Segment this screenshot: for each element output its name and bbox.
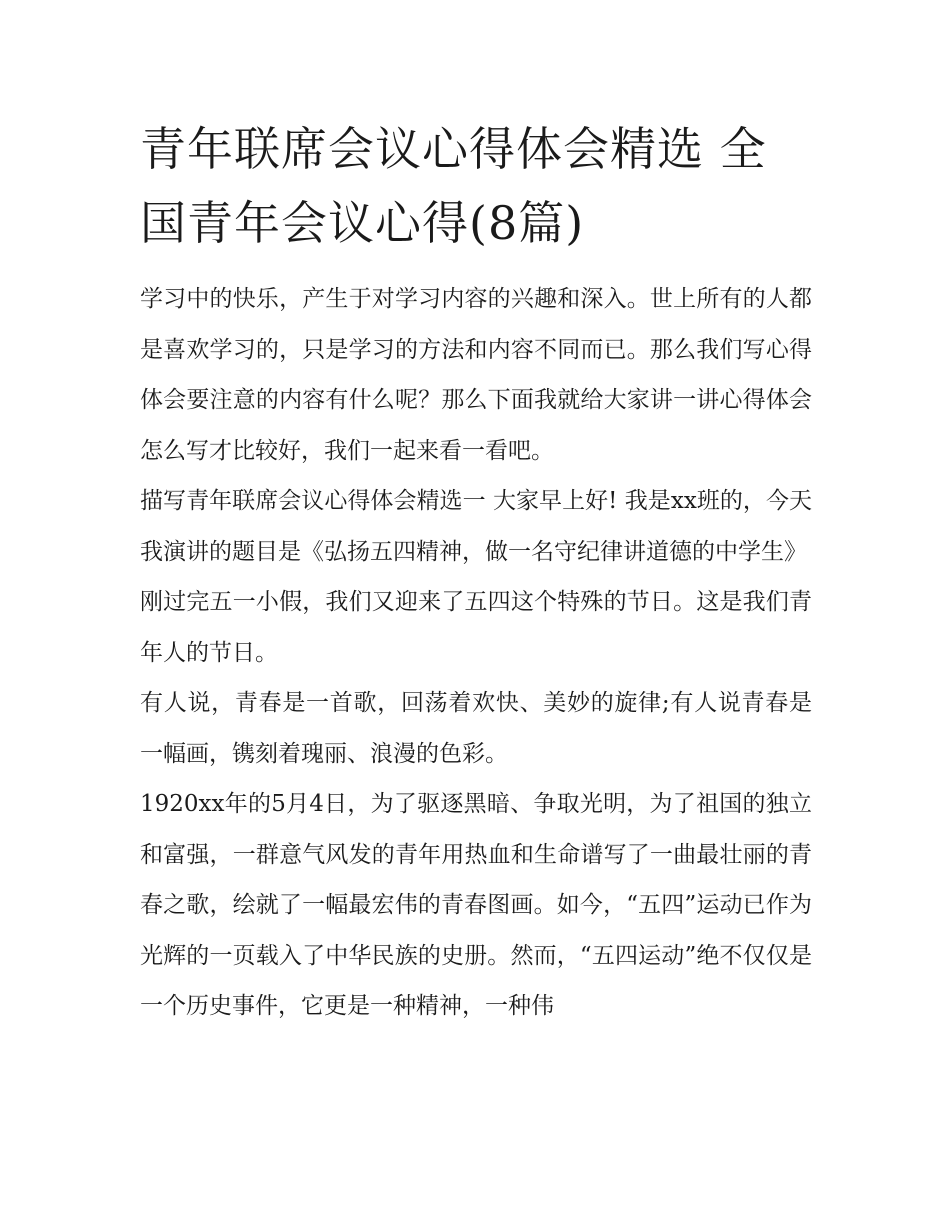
paragraph-youth-song: 有人说，青春是一首歌，回荡着欢快、美妙的旋律;有人说青春是一幅画，镌刻着瑰丽、浪漫的色彩。 [140, 690, 812, 767]
paragraph-speech-opening: 描写青年联席会议心得体会精选一 大家早上好! 我是xx班的，今天我演讲的题目是《弘扬五四精神，做一名守纪律讲道德的中学生》 [140, 488, 812, 565]
document-body [140, 274, 812, 1032]
document-page [140, 112, 812, 1032]
paragraph-history: 1920xx年的5月4日，为了驱逐黑暗、争取光明，为了祖国的独立和富强，一群意气风发的青年用热血和生命谱写了一曲最壮丽的青春之歌，绘就了一幅最宏伟的青春图画。如今，“五四”运动已作为光辉的一页载入了中华民族的史册。然而，“五四运动”绝不仅仅是一个历史事件，它更是一种精神，一种伟 [140, 791, 812, 1019]
document-title: 青年联席会议心得体会精选 全国青年会议心得(8篇) [140, 122, 767, 250]
paragraph-may-fourth-festival: 刚过完五一小假，我们又迎来了五四这个特殊的节日。这是我们青年人的节日。 [140, 589, 812, 666]
paragraph-intro: 学习中的快乐，产生于对学习内容的兴趣和深入。世上所有的人都是喜欢学习的，只是学习的方法和内容不同而已。那么我们写心得体会要注意的内容有什么呢？那么下面我就给大家讲一讲心得体会怎么写才比较好，我们一起来看一看吧。 [140, 286, 812, 464]
